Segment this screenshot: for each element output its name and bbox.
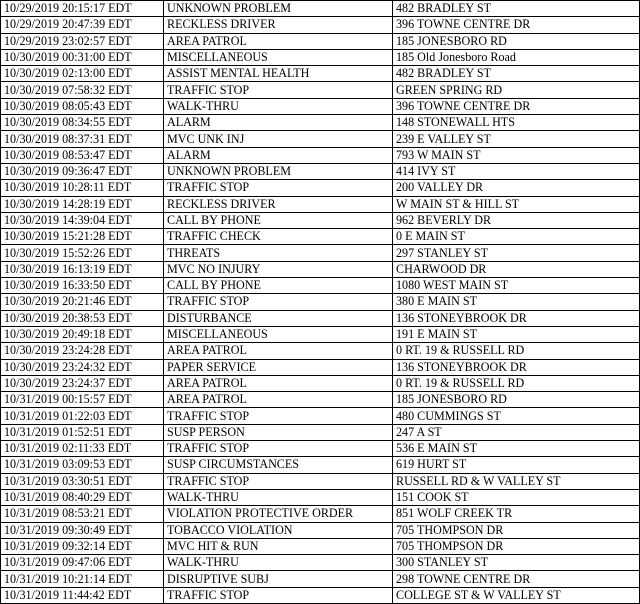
table-row: [1, 359, 640, 375]
table-row: [1, 310, 640, 326]
datetime-cell: 10/30/2019 08:37:31 EDT: [1, 131, 164, 147]
call-type-cell: ALARM: [164, 115, 393, 131]
call-type-cell: UNKNOWN PROBLEM: [164, 1, 393, 17]
call-type-cell: VIOLATION PROTECTIVE ORDER: [164, 506, 393, 522]
datetime-cell: 10/30/2019 15:21:28 EDT: [1, 229, 164, 245]
table-row: [1, 571, 640, 587]
call-type-cell: TRAFFIC CHECK: [164, 229, 393, 245]
table-row: [1, 506, 640, 522]
address-cell: 185 Old Jonesboro Road: [393, 49, 640, 65]
table-row: [1, 66, 640, 82]
address-cell: 482 BRADLEY ST: [393, 66, 640, 82]
call-type-cell: AREA PATROL: [164, 375, 393, 391]
address-cell: 1080 WEST MAIN ST: [393, 278, 640, 294]
call-type-cell: ASSIST MENTAL HEALTH: [164, 66, 393, 82]
call-type-cell: AREA PATROL: [164, 343, 393, 359]
datetime-cell: 10/29/2019 20:15:17 EDT: [1, 1, 164, 17]
table-row: [1, 17, 640, 33]
datetime-cell: 10/30/2019 20:21:46 EDT: [1, 294, 164, 310]
address-cell: 298 TOWNE CENTRE DR: [393, 571, 640, 587]
address-cell: 300 STANLEY ST: [393, 555, 640, 571]
datetime-cell: 10/30/2019 10:28:11 EDT: [1, 180, 164, 196]
address-cell: 851 WOLF CREEK TR: [393, 506, 640, 522]
call-type-cell: TRAFFIC STOP: [164, 294, 393, 310]
datetime-cell: 10/29/2019 20:47:39 EDT: [1, 17, 164, 33]
address-cell: COLLEGE ST & W VALLEY ST: [393, 587, 640, 603]
table-row: [1, 441, 640, 457]
datetime-cell: 10/30/2019 20:49:18 EDT: [1, 326, 164, 342]
table-row: [1, 408, 640, 424]
table-row: [1, 294, 640, 310]
datetime-cell: 10/30/2019 07:58:32 EDT: [1, 82, 164, 98]
datetime-cell: 10/31/2019 09:30:49 EDT: [1, 522, 164, 538]
table-row: [1, 163, 640, 179]
address-cell: 619 HURT ST: [393, 457, 640, 473]
datetime-cell: 10/30/2019 14:39:04 EDT: [1, 212, 164, 228]
table-row: [1, 489, 640, 505]
datetime-cell: 10/30/2019 00:31:00 EDT: [1, 49, 164, 65]
table-row: [1, 538, 640, 554]
datetime-cell: 10/30/2019 08:34:55 EDT: [1, 115, 164, 131]
address-cell: 0 RT. 19 & RUSSELL RD: [393, 343, 640, 359]
table-row: [1, 131, 640, 147]
table-row: [1, 115, 640, 131]
call-type-cell: WALK-THRU: [164, 489, 393, 505]
address-cell: 136 STONEYBROOK DR: [393, 310, 640, 326]
datetime-cell: 10/30/2019 16:33:50 EDT: [1, 278, 164, 294]
table-row: [1, 424, 640, 440]
call-type-cell: RECKLESS DRIVER: [164, 196, 393, 212]
address-cell: W MAIN ST & HILL ST: [393, 196, 640, 212]
table-row: [1, 473, 640, 489]
address-cell: 414 IVY ST: [393, 163, 640, 179]
address-cell: 705 THOMPSON DR: [393, 522, 640, 538]
address-cell: 0 RT. 19 & RUSSELL RD: [393, 375, 640, 391]
address-cell: 962 BEVERLY DR: [393, 212, 640, 228]
datetime-cell: 10/30/2019 15:52:26 EDT: [1, 245, 164, 261]
address-cell: 191 E MAIN ST: [393, 326, 640, 342]
datetime-cell: 10/31/2019 08:53:21 EDT: [1, 506, 164, 522]
address-cell: 151 COOK ST: [393, 489, 640, 505]
datetime-cell: 10/31/2019 09:32:14 EDT: [1, 538, 164, 554]
table-row: [1, 278, 640, 294]
datetime-cell: 10/30/2019 23:24:32 EDT: [1, 359, 164, 375]
address-cell: 136 STONEYBROOK DR: [393, 359, 640, 375]
table-row: [1, 375, 640, 391]
datetime-cell: 10/30/2019 23:24:37 EDT: [1, 375, 164, 391]
datetime-cell: 10/30/2019 08:53:47 EDT: [1, 147, 164, 163]
address-cell: 480 CUMMINGS ST: [393, 408, 640, 424]
address-cell: 247 A ST: [393, 424, 640, 440]
datetime-cell: 10/31/2019 09:47:06 EDT: [1, 555, 164, 571]
datetime-cell: 10/30/2019 23:24:28 EDT: [1, 343, 164, 359]
datetime-cell: 10/30/2019 16:13:19 EDT: [1, 261, 164, 277]
call-type-cell: SUSP PERSON: [164, 424, 393, 440]
address-cell: 297 STANLEY ST: [393, 245, 640, 261]
call-type-cell: CALL BY PHONE: [164, 278, 393, 294]
table-row: [1, 82, 640, 98]
datetime-cell: 10/30/2019 08:05:43 EDT: [1, 98, 164, 114]
address-cell: 396 TOWNE CENTRE DR: [393, 17, 640, 33]
table-row: [1, 180, 640, 196]
call-type-cell: WALK-THRU: [164, 98, 393, 114]
call-type-cell: UNKNOWN PROBLEM: [164, 163, 393, 179]
address-cell: 705 THOMPSON DR: [393, 538, 640, 554]
address-cell: 200 VALLEY DR: [393, 180, 640, 196]
address-cell: 482 BRADLEY ST: [393, 1, 640, 17]
table-row: [1, 522, 640, 538]
table-row: [1, 587, 640, 603]
address-cell: 536 E MAIN ST: [393, 441, 640, 457]
call-type-cell: TOBACCO VIOLATION: [164, 522, 393, 538]
datetime-cell: 10/31/2019 11:44:42 EDT: [1, 587, 164, 603]
table-row: [1, 49, 640, 65]
call-type-cell: MISCELLANEOUS: [164, 326, 393, 342]
datetime-cell: 10/31/2019 03:09:53 EDT: [1, 457, 164, 473]
datetime-cell: 10/30/2019 02:13:00 EDT: [1, 66, 164, 82]
address-cell: 185 JONESBORO RD: [393, 33, 640, 49]
call-type-cell: TRAFFIC STOP: [164, 82, 393, 98]
datetime-cell: 10/31/2019 01:22:03 EDT: [1, 408, 164, 424]
address-cell: RUSSELL RD & W VALLEY ST: [393, 473, 640, 489]
call-type-cell: CALL BY PHONE: [164, 212, 393, 228]
address-cell: CHARWOOD DR: [393, 261, 640, 277]
call-type-cell: TRAFFIC STOP: [164, 408, 393, 424]
call-type-cell: TRAFFIC STOP: [164, 180, 393, 196]
call-type-cell: MVC UNK INJ: [164, 131, 393, 147]
address-cell: 380 E MAIN ST: [393, 294, 640, 310]
address-cell: GREEN SPRING RD: [393, 82, 640, 98]
table-row: [1, 326, 640, 342]
table-row: [1, 392, 640, 408]
table-row: [1, 196, 640, 212]
table-row: [1, 98, 640, 114]
call-type-cell: TRAFFIC STOP: [164, 473, 393, 489]
table-row: [1, 261, 640, 277]
call-type-cell: WALK-THRU: [164, 555, 393, 571]
address-cell: 0 E MAIN ST: [393, 229, 640, 245]
datetime-cell: 10/31/2019 08:40:29 EDT: [1, 489, 164, 505]
call-type-cell: AREA PATROL: [164, 392, 393, 408]
call-type-cell: MVC HIT & RUN: [164, 538, 393, 554]
datetime-cell: 10/31/2019 03:30:51 EDT: [1, 473, 164, 489]
address-cell: 185 JONESBORO RD: [393, 392, 640, 408]
table-row: [1, 33, 640, 49]
datetime-cell: 10/31/2019 01:52:51 EDT: [1, 424, 164, 440]
table-row: [1, 1, 640, 17]
call-type-cell: SUSP CIRCUMSTANCES: [164, 457, 393, 473]
table-row: [1, 229, 640, 245]
call-type-cell: MISCELLANEOUS: [164, 49, 393, 65]
call-type-cell: DISTURBANCE: [164, 310, 393, 326]
table-row: [1, 212, 640, 228]
datetime-cell: 10/31/2019 10:21:14 EDT: [1, 571, 164, 587]
address-cell: 793 W MAIN ST: [393, 147, 640, 163]
call-type-cell: TRAFFIC STOP: [164, 441, 393, 457]
datetime-cell: 10/30/2019 20:38:53 EDT: [1, 310, 164, 326]
table-row: [1, 147, 640, 163]
datetime-cell: 10/30/2019 14:28:19 EDT: [1, 196, 164, 212]
datetime-cell: 10/31/2019 02:11:33 EDT: [1, 441, 164, 457]
call-type-cell: MVC NO INJURY: [164, 261, 393, 277]
datetime-cell: 10/29/2019 23:02:57 EDT: [1, 33, 164, 49]
call-type-cell: RECKLESS DRIVER: [164, 17, 393, 33]
table-row: [1, 555, 640, 571]
table-row: [1, 457, 640, 473]
call-log-body: [1, 1, 640, 604]
table-row: [1, 245, 640, 261]
datetime-cell: 10/31/2019 00:15:57 EDT: [1, 392, 164, 408]
call-type-cell: ALARM: [164, 147, 393, 163]
table-row: [1, 343, 640, 359]
call-type-cell: AREA PATROL: [164, 33, 393, 49]
call-type-cell: PAPER SERVICE: [164, 359, 393, 375]
address-cell: 396 TOWNE CENTRE DR: [393, 98, 640, 114]
call-type-cell: TRAFFIC STOP: [164, 587, 393, 603]
address-cell: 239 E VALLEY ST: [393, 131, 640, 147]
call-type-cell: DISRUPTIVE SUBJ: [164, 571, 393, 587]
address-cell: 148 STONEWALL HTS: [393, 115, 640, 131]
datetime-cell: 10/30/2019 09:36:47 EDT: [1, 163, 164, 179]
call-type-cell: THREATS: [164, 245, 393, 261]
